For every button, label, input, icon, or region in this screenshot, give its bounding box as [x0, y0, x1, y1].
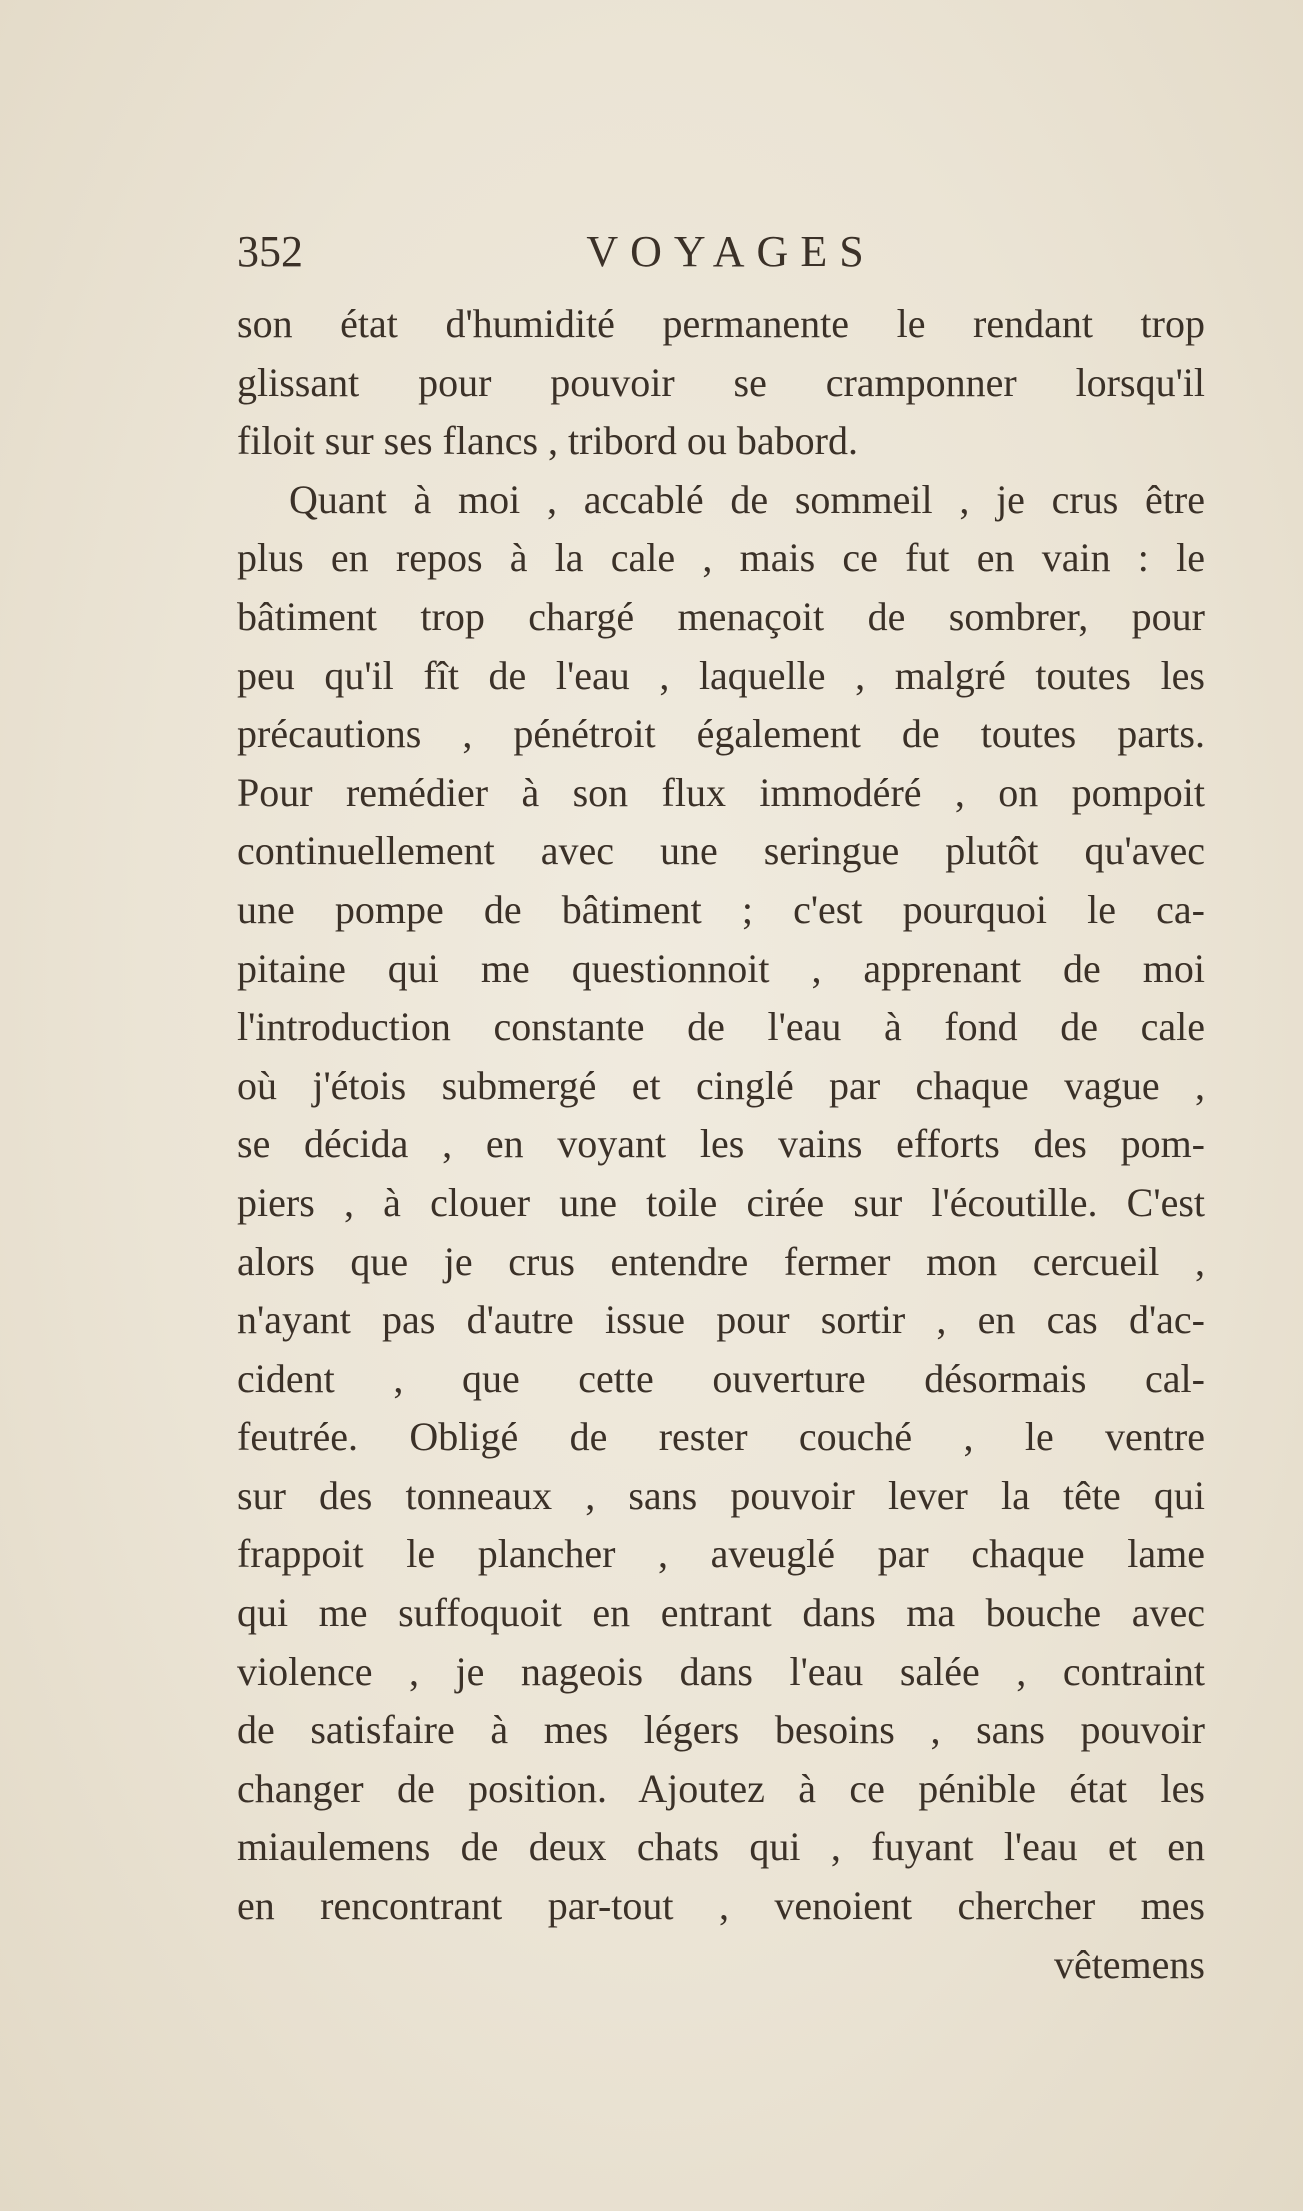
text-line: plus en repos à la cale , mais ce fut en vain : le: [237, 535, 1205, 581]
text-line: précautions , pénétroit également de toutes parts.: [237, 711, 1205, 757]
text-line: violence , je nageois dans l'eau salée , contraint: [237, 1648, 1205, 1694]
page-body-text: [237, 295, 1205, 1994]
text-line: se décida , en voyant les vains efforts des pom-: [237, 1121, 1205, 1167]
text-line: miaulemens de deux chats qui , fuyant l'eau et en: [237, 1824, 1205, 1870]
text-line: où j'étois submergé et cinglé par chaque vague ,: [237, 1062, 1205, 1108]
text-line: sur des tonneaux , sans pouvoir lever la tête qui: [237, 1472, 1205, 1518]
page-number: 352: [237, 227, 303, 276]
text-line: bâtiment trop chargé menaçoit de sombrer, pour: [237, 593, 1205, 639]
text-line: cident , que cette ouverture désormais cal-: [237, 1355, 1205, 1401]
text-line: filoit sur ses flancs , tribord ou babord.: [237, 418, 858, 464]
text-line: glissant pour pouvoir se cramponner lorsqu'il: [237, 359, 1205, 405]
text-line: son état d'humidité permanente le rendant trop: [237, 301, 1205, 346]
text-line: alors que je crus entendre fermer mon cercueil ,: [237, 1238, 1205, 1284]
text-line: frappoit le plancher , aveuglé par chaque lame: [237, 1531, 1205, 1577]
running-header: [237, 222, 1205, 282]
text-line: de satisfaire à mes légers besoins , sans pouvoir: [237, 1707, 1205, 1753]
text-line: n'ayant pas d'autre issue pour sortir , en cas d'ac-: [237, 1297, 1205, 1343]
text-line: Pour remédier à son flux immodéré , on pompoit: [237, 769, 1205, 815]
text-line: l'introduction constante de l'eau à fond de cale: [237, 1004, 1205, 1050]
text-line: continuellement avec une seringue plutôt qu'avec: [237, 828, 1205, 874]
text-line: qui me suffoquoit en entrant dans ma bouche avec: [237, 1590, 1205, 1636]
running-title: VOYAGES: [586, 227, 876, 276]
text-line: peu qu'il fît de l'eau , laquelle , malgré toutes les: [237, 652, 1205, 698]
text-line: feutrée. Obligé de rester couché , le ventre: [237, 1414, 1205, 1460]
text-line: pitaine qui me questionnoit , apprenant de moi: [237, 945, 1205, 991]
text-line: Quant à moi , accablé de sommeil , je crus être: [289, 476, 1205, 522]
text-line: changer de position. Ajoutez à ce pénible état les: [237, 1765, 1205, 1811]
text-line: une pompe de bâtiment ; c'est pourquoi le ca-: [237, 886, 1205, 932]
catchword: vêtemens: [1053, 1941, 1205, 1987]
text-line: piers , à clouer une toile cirée sur l'écoutille. C'est: [237, 1179, 1205, 1225]
text-line: en rencontrant par-tout , venoient chercher mes: [237, 1883, 1205, 1929]
